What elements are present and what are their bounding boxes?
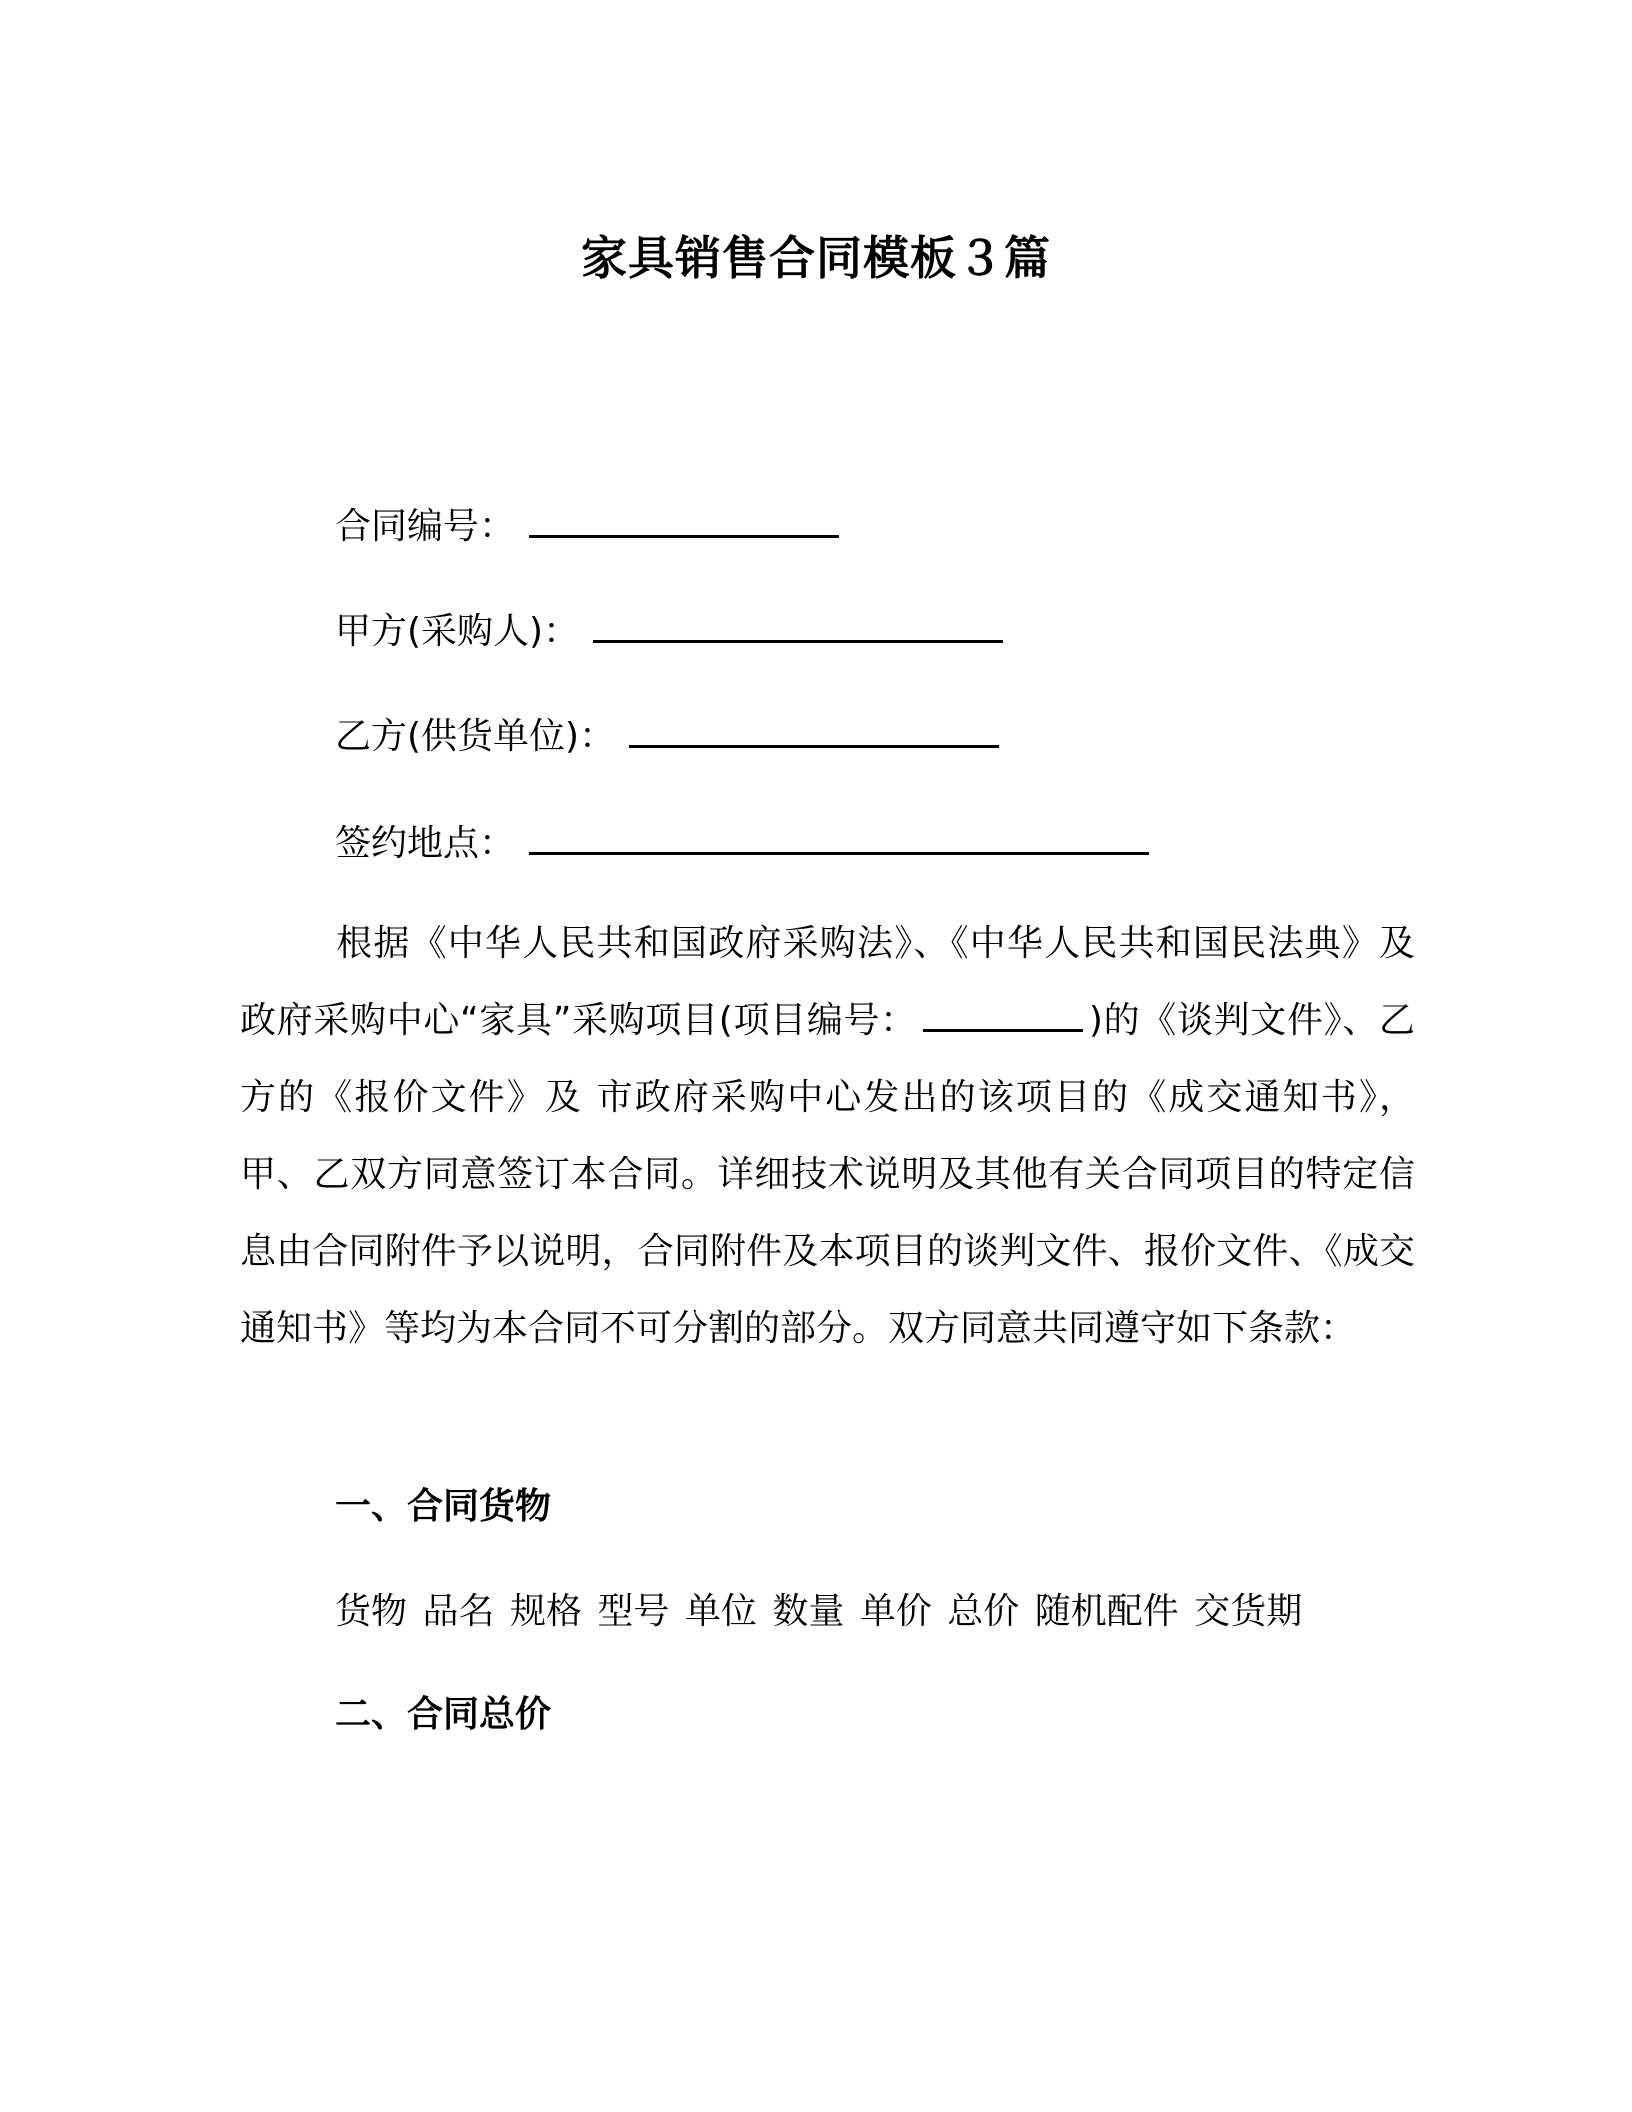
section-heading-total-price: 二、合同总价 [335,1694,552,1735]
party-a-blank[interactable] [593,610,1003,643]
goods-column: 单价 [859,1591,932,1632]
signing-location-blank[interactable] [529,822,1149,855]
preamble-paragraph [240,905,1415,1367]
goods-column: 货物 [335,1591,408,1632]
field-label: 签约地点： [335,823,516,864]
preamble-text-1: 根据《中华人民共和国政府采购法》、《中华人民共和国民法典》及 政府采购中心“家具”采购项目(项目编号： [240,923,1415,1041]
goods-column: 规格 [509,1591,582,1632]
document-title: 家具销售合同模板３篇 [581,231,1051,285]
goods-column: 型号 [597,1591,670,1632]
signing-location-field [335,815,1149,866]
goods-column: 交货期 [1194,1591,1303,1632]
project-number-blank[interactable] [923,999,1083,1032]
party-a-field [335,603,1003,654]
goods-column: 总价 [947,1591,1020,1632]
goods-column: 随机配件 [1034,1591,1179,1632]
field-label: 甲方(采购人)： [335,611,580,652]
goods-column: 单位 [684,1591,757,1632]
party-b-blank[interactable] [629,715,999,748]
preamble-text-2: )的《谈判文件》、乙方的《报价文件》及 市政府采购中心发出的该项目的《成交通知书》，甲、乙双方同意签订本合同。详细技术说明及其他有关合同项目的特定信息由合同附件予以说明，合同附件及本项目的谈判文件、报价文件、《成交通知书》等均为本合同不可分割的部分。双方同意共同遵守如下条款： [240,1000,1415,1349]
goods-column: 品名 [422,1591,495,1632]
field-label: 合同编号： [335,506,516,547]
contract-number-field [335,498,839,549]
party-b-field [335,708,999,759]
goods-columns-row [335,1583,1302,1634]
contract-number-blank[interactable] [529,505,839,538]
field-label: 乙方(供货单位)： [335,716,616,757]
goods-column: 数量 [772,1591,845,1632]
section-heading-goods: 一、合同货物 [335,1486,552,1527]
